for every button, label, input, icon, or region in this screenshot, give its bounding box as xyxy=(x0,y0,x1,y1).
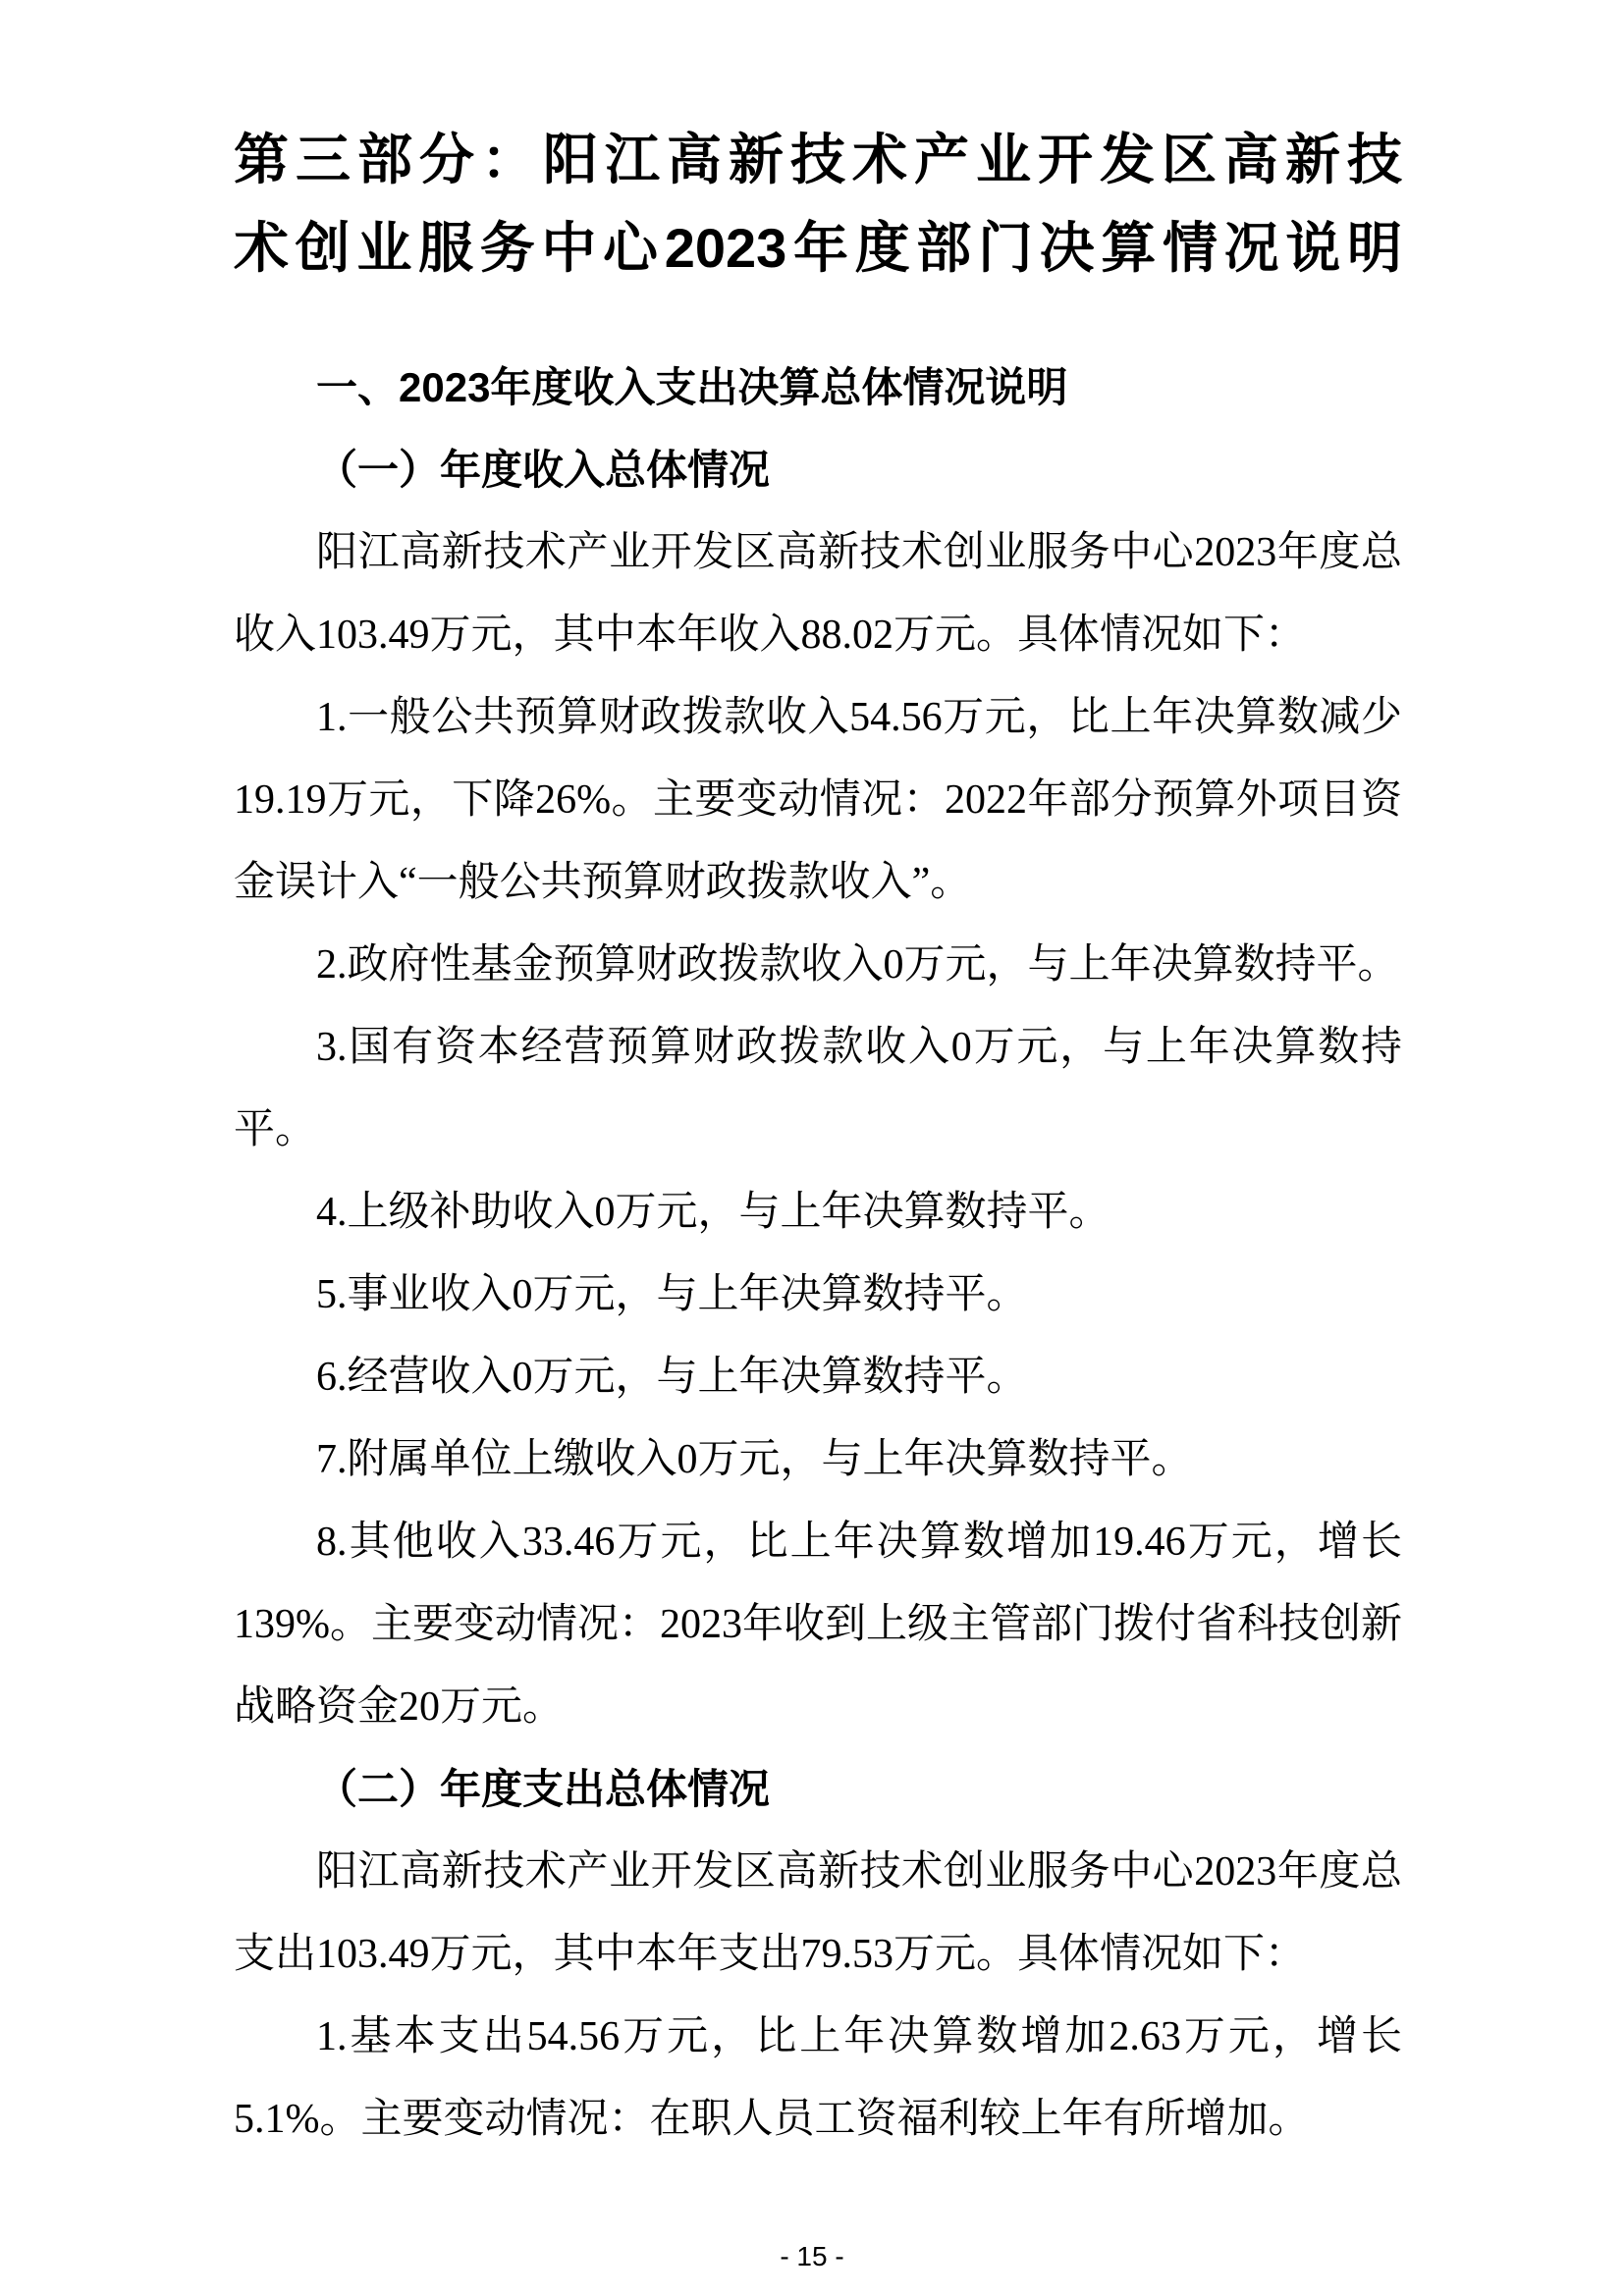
subsection-1-2-heading: （二）年度支出总体情况 xyxy=(316,1766,771,1812)
document-body xyxy=(234,347,1402,2161)
document-title-line-1: 第三部分：阳江高新技术产业开发区高新技 xyxy=(234,129,1402,190)
income-item-8: 8.其他收入33.46万元，比上年决算数增加19.46万元，增长139%。主要变动情况：2023年收到上级主管部门拨付省科技创新战略资金20万元。 xyxy=(234,1520,1402,1730)
income-item-2: 2.政府性基金预算财政拨款收入0万元，与上年决算数持平。 xyxy=(316,942,1399,988)
document-title xyxy=(234,116,1402,293)
income-item-6: 6.经营收入0万元，与上年决算数持平。 xyxy=(316,1355,1028,1400)
income-summary-paragraph: 阳江高新技术产业开发区高新技术创业服务中心2023年度总收入103.49万元，其中本年收入88.02万元。具体情况如下： xyxy=(234,530,1402,658)
subsection-1-1-heading: （一）年度收入总体情况 xyxy=(316,447,771,493)
page-number: - 15 - xyxy=(780,2241,844,2271)
section-1-heading: 一、2023年度收入支出决算总体情况说明 xyxy=(316,364,1068,410)
income-item-1: 1.一般公共预算财政拨款收入54.56万元，比上年决算数减少19.19万元，下降26%。主要变动情况：2022年部分预算外项目资金误计入“一般公共预算财政拨款收入”。 xyxy=(234,695,1402,905)
income-item-4: 4.上级补助收入0万元，与上年决算数持平。 xyxy=(316,1190,1110,1235)
page-footer xyxy=(0,2240,1624,2272)
income-item-7: 7.附属单位上缴收入0万元，与上年决算数持平。 xyxy=(316,1437,1193,1482)
expenditure-summary-paragraph: 阳江高新技术产业开发区高新技术创业服务中心2023年度总支出103.49万元，其中本年支出79.53万元。具体情况如下： xyxy=(234,1849,1402,1977)
income-item-3: 3.国有资本经营预算财政拨款收入0万元，与上年决算数持平。 xyxy=(234,1025,1402,1152)
expenditure-item-1: 1.基本支出54.56万元，比上年决算数增加2.63万元，增长5.1%。主要变动情况：在职人员工资福利较上年有所增加。 xyxy=(234,2014,1402,2142)
document-title-line-2: 术创业服务中心2023年度部门决算情况说明 xyxy=(234,217,1402,279)
income-item-5: 5.事业收入0万元，与上年决算数持平。 xyxy=(316,1272,1028,1317)
